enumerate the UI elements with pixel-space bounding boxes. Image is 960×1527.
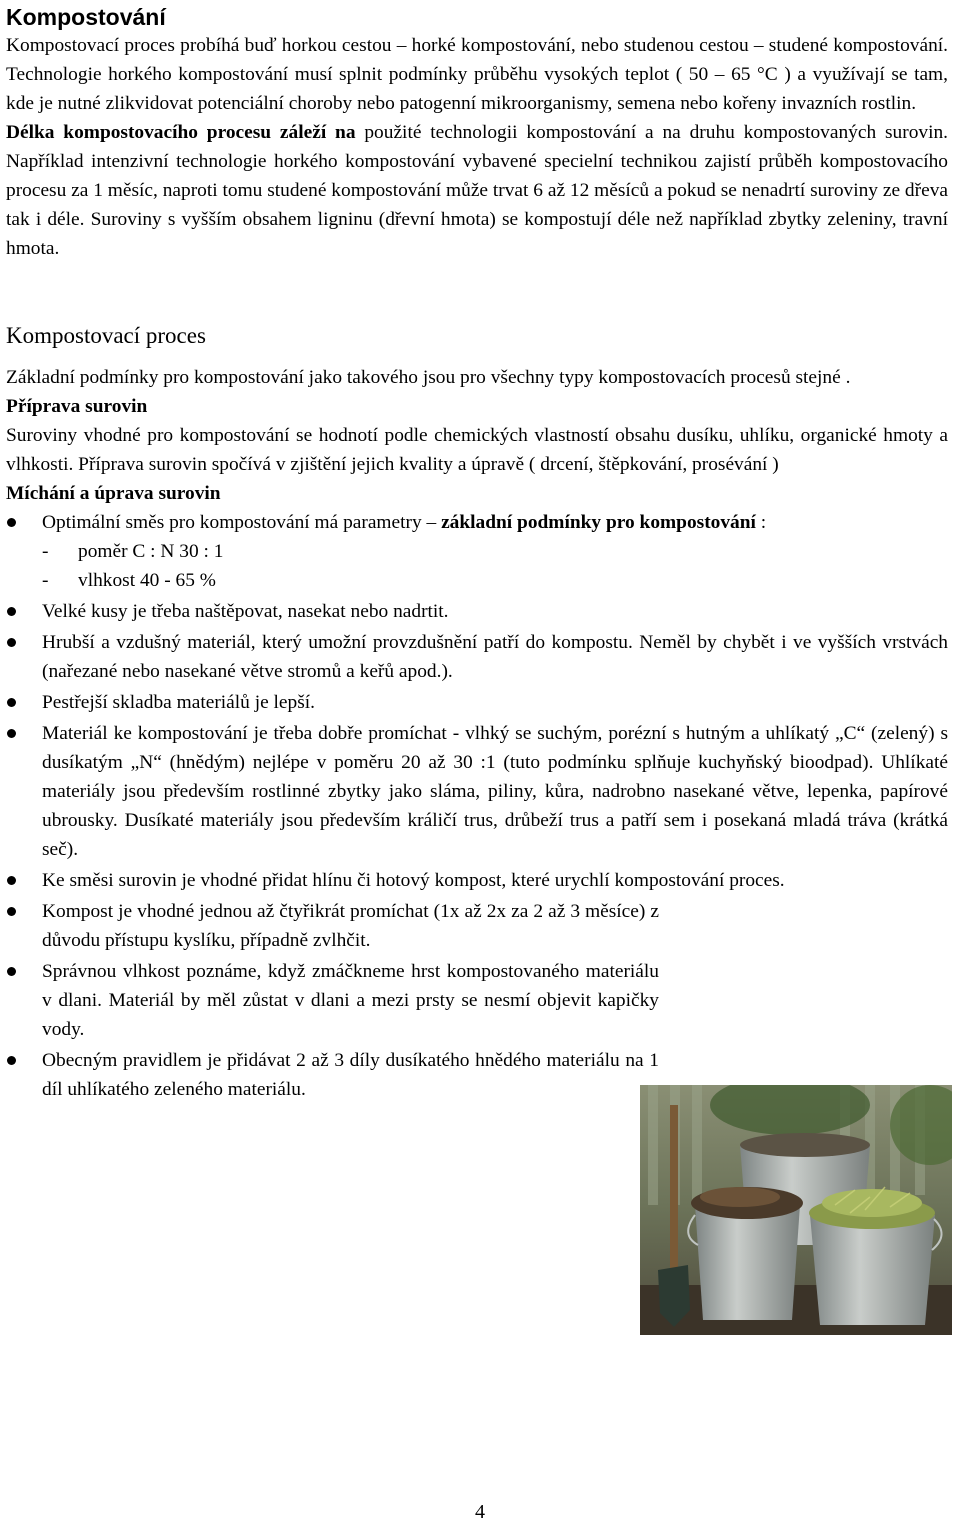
dash-item-moisture-text: vlhkost 40 - 65 % [78,570,216,591]
bullet-icon [7,698,16,707]
bullet-8-text: Správnou vlhkost poznáme, když zmáčkneme hrst kompostovaného materiálu v dlani. Materiál by měl zůstat v dlani a mezi prsty se nesmí objevit kapičky vody. [42,961,659,1040]
page-number: 4 [475,1501,485,1523]
bullet-1-tail: : [755,512,767,533]
subheading-priprava: Příprava surovin [6,396,148,417]
bullet-icon [7,729,16,738]
list-item [6,897,659,955]
document-page [6,0,948,1106]
bullet-5-text: Materiál ke kompostování je třeba dobře promíchat - vlhký se suchým, porézní s hutným a uhlíkatý „C“ (zelený) s dusíkatým „N“ (hnědým) nejlépe v poměru 20 až 30 :1 (tuto podmínku splňuje kuchyňský bioodpad). Uhlíkaté materiály jsou především rostlinné zbytky jako sláma, piliny, kůra, nadrobno nasekané větve, lepenka, papírové ubrousky. Dusíkaté materiály jsou především králičí trus, drůbeží trus a patří sem i posekaná mladá tráva (krátká seč). [42,723,948,860]
bullet-list [6,508,948,1104]
list-item [6,688,948,717]
section-heading: Kompostovací proces [6,323,206,348]
dash-mark: - [42,541,49,562]
bullet-1-text: Optimální směs pro kompostování má parametry – [42,512,442,533]
bullet-icon [7,518,16,527]
compost-buckets-photo [640,1085,952,1335]
intro-paragraph-2 [6,118,948,263]
bullet-4-text: Pestřejší skladba materiálů je lepší. [42,692,316,713]
bullet-icon [7,638,16,647]
spacer [6,263,948,321]
bullet-icon [7,1056,16,1065]
compost-buckets-illustration [640,1085,952,1335]
bullet-icon [7,907,16,916]
bullet-6-text: Ke směsi surovin je vhodné přidat hlínu či hotový kompost, které urychlí kompostování proces. [42,870,785,891]
bullet-7-text: Kompost je vhodné jednou až čtyřikrát promíchat (1x až 2x za 2 až 3 měsíce) z důvodu přístupu kyslíku, případně zvlhčit. [42,901,659,951]
list-item [6,1046,659,1104]
bullet-icon [7,876,16,885]
list-item [6,866,948,895]
bullet-icon [7,967,16,976]
list-item [6,719,948,864]
dash-item-moisture [42,566,948,595]
bullet-9-text: Obecným pravidlem je přidávat 2 až 3 díly dusíkatého hnědého materiálu na 1 díl uhlíkatého zeleného materiálu. [42,1050,659,1100]
priprava-text: Suroviny vhodné pro kompostování se hodnotí podle chemických vlastností obsahu dusíku, uhlíku, organické hmoty a vlhkosti. Příprava surovin spočívá v zjištění jejich kvality a úpravě ( drcení, štěpkování, prosévání ) [6,425,948,475]
list-item [6,597,948,626]
intro-paragraph-1: Kompostovací proces probíhá buď horkou cestou – horké kompostování, nebo studenou cestou – studené kompostování. Technologie horkého kompostování musí splnit podmínky průběhu vysokých teplot ( 50 – 65 °C ) a využívají se tam, kde je nutné zlikvidovat potenciální choroby nebo patogenní mikroorganismy, semena nebo kořeny invazních rostlin. [6,35,948,114]
dash-mark: - [42,570,49,591]
subheading-michani: Míchání a úprava surovin [6,483,221,504]
list-item [6,628,948,686]
section-lead: Základní podmínky pro kompostování jako takového jsou pro všechny typy kompostovacích procesů stejné . [6,367,851,388]
bullet-3-text: Hrubší a vzdušný materiál, který umožní provzdušnění patří do kompostu. Neměl by chybět i ve vyšších vrstvách (nařezané nebo nasekané větve stromů a keřů apod.). [42,632,948,682]
intro-paragraph-2-bold: Délka kompostovacího procesu záleží na [6,122,356,143]
bullet-2-text: Velké kusy je třeba naštěpovat, nasekat nebo nadrtit. [42,601,449,622]
list-item [6,508,948,595]
dash-item-ratio-text: poměr C : N 30 : 1 [78,541,224,562]
dash-item-ratio [42,537,948,566]
page-heading: Kompostování [6,4,166,30]
list-item [6,957,659,1044]
intro-paragraph-2-rest: použité technologii kompostování a na druhu kompostovaných surovin. Například intenzivní technologie horkého kompostování vybavené specielní technikou zajistí průběh kompostovacího procesu za 1 měsíc, naproti tomu studené kompostování může trvat 6 až 12 měsíců a pokud se nenadrtí suroviny ze dřeva tak i déle. Suroviny s vyšším obsahem ligninu (dřevní hmota) se kompostují déle než například zbytky zeleniny, travní hmota. [6,122,949,259]
bullet-icon [7,607,16,616]
bullet-1-bold: základní podmínky pro kompostování [441,512,756,533]
